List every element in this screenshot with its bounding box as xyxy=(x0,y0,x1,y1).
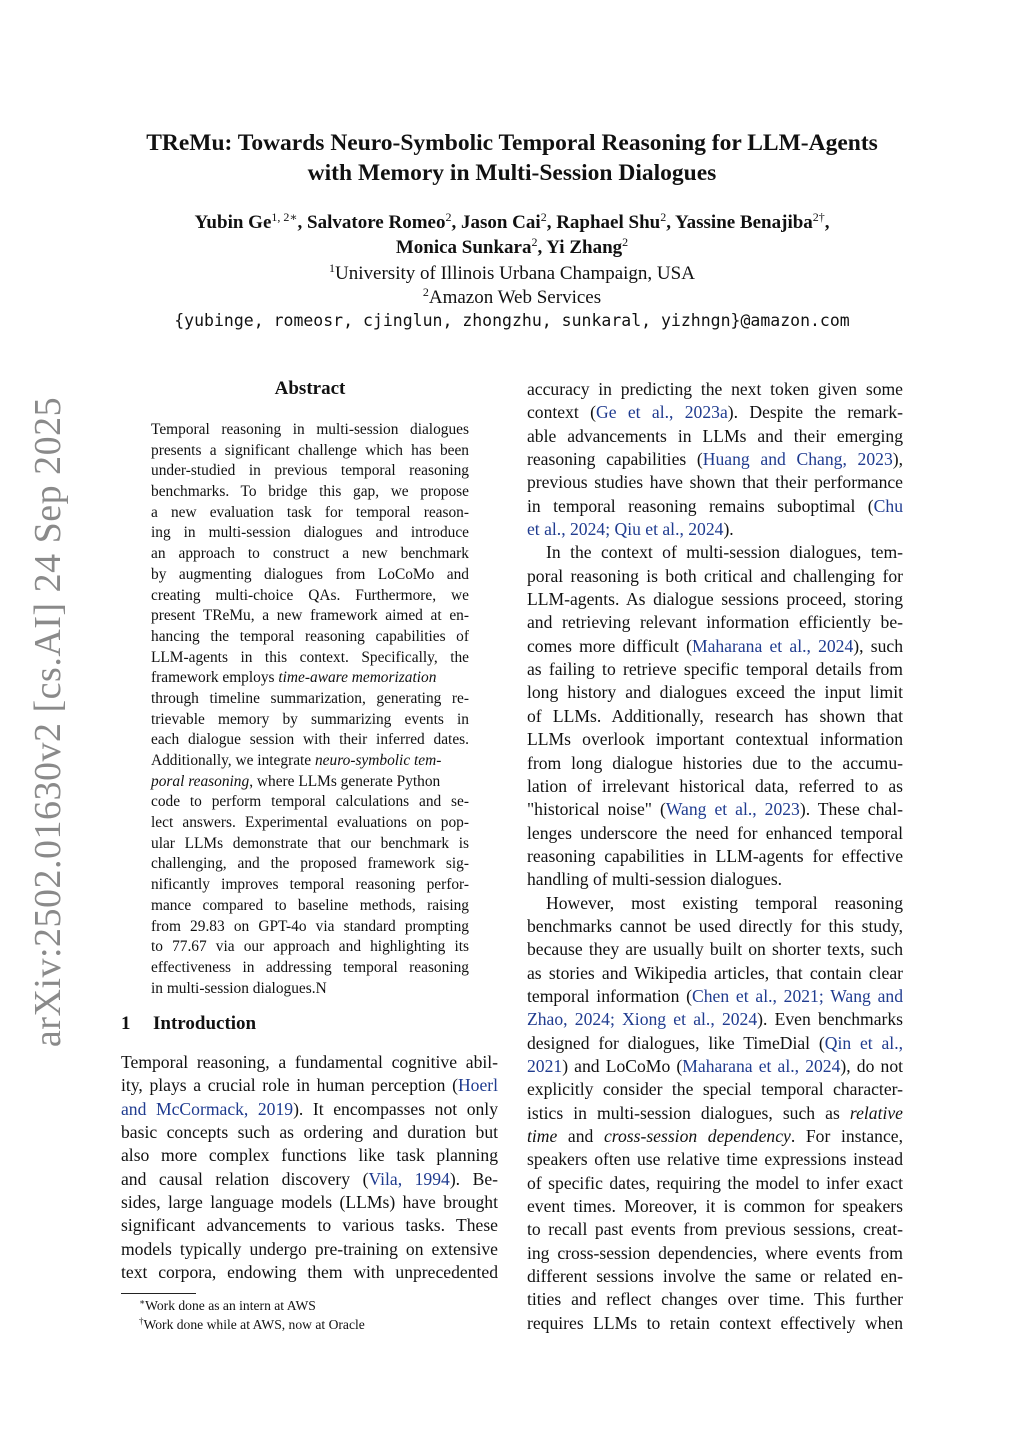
body-text: ), such xyxy=(853,635,903,656)
body-text: comes more difficult ( xyxy=(527,635,692,656)
body-text: "historical noise" ( xyxy=(527,799,666,820)
body-line: explicitly consider the special temporal character- xyxy=(527,1079,903,1100)
body-line: as failing to retrieve specific temporal details from xyxy=(527,659,903,680)
footnote-1 xyxy=(139,1296,499,1315)
author-affiliation-mark: 2 xyxy=(531,235,538,249)
abstract-line: from 29.83 on GPT-4o via standard prompting xyxy=(151,917,469,935)
body-line: handling of multi-session dialogues. xyxy=(527,869,783,890)
abstract-emphasis: poral reasoning xyxy=(151,772,250,790)
abstract-line: Temporal reasoning in multi-session dialogues xyxy=(151,421,469,438)
body-line: sides, large language models (LLMs) have brought xyxy=(121,1192,498,1213)
abstract-emphasis: neuro-symbolic tem- xyxy=(314,752,442,769)
footnote-text: Work done while at AWS, now at Oracle xyxy=(143,1317,365,1332)
author-name: Monica Sunkara xyxy=(395,237,532,258)
body-text: istics in multi-session dialogues, such as xyxy=(527,1102,850,1123)
affiliation-name: University of Illinois Urbana Champaign, USA xyxy=(335,263,695,284)
footnote-text: Work done as an intern at AWS xyxy=(145,1298,316,1313)
abstract-line: challenging, and the proposed framework sig- xyxy=(151,855,469,873)
body-line: long history and dialogues exceed the input limit xyxy=(527,682,903,703)
body-line: event times. Moreover, it is common for speakers xyxy=(527,1196,903,1217)
body-line xyxy=(527,518,903,541)
author-affiliation-mark: 2 xyxy=(660,210,667,224)
body-text: ) and LoCoMo ( xyxy=(562,1055,683,1076)
author-affiliation-mark: 2 xyxy=(622,235,629,249)
body-line xyxy=(527,798,903,821)
abstract-line: creating multi-choice QAs. Furthermore, we xyxy=(151,586,469,604)
body-text: ity, plays a crucial role in human perception ( xyxy=(121,1075,458,1096)
affiliations xyxy=(100,262,924,310)
author-name: , Jason Cai xyxy=(451,212,541,233)
body-text: ). Despite the remark- xyxy=(727,402,903,423)
body-line: significant advancements to various tasks. These xyxy=(121,1215,498,1236)
citation-link[interactable]: Qin et al., xyxy=(824,1032,903,1053)
abstract-line: trievable memory by summarizing events in xyxy=(151,710,469,728)
introduction-body-left xyxy=(121,1051,498,1284)
body-text: ). It encompasses not only xyxy=(293,1098,498,1119)
body-line: lation of irrelevant historical data, referred to as xyxy=(527,775,903,796)
footnote-2 xyxy=(139,1315,499,1334)
body-line xyxy=(527,1125,903,1148)
body-line: basic concepts such as ordering and duration but xyxy=(121,1122,498,1143)
citation-link[interactable]: Xiong et al., 2024 xyxy=(622,1009,758,1030)
abstract-line: LLM-agents in this context. Specifically, the xyxy=(151,648,469,666)
body-line: lenges underscore the need for enhanced temporal xyxy=(527,822,903,843)
citation-link[interactable]: Huang and Chang, 2023 xyxy=(702,449,893,470)
body-text: context ( xyxy=(527,402,596,423)
affiliation-name: Amazon Web Services xyxy=(428,287,602,308)
author-name: , Yassine Benajiba xyxy=(666,212,813,233)
body-line: as stories and Wikipedia articles, that contain clear xyxy=(527,962,903,983)
citation-link[interactable]: Wang and xyxy=(830,985,903,1006)
abstract-text: Additionally, we integrate xyxy=(151,752,315,769)
abstract-line: mance compared to baseline methods, raising xyxy=(151,896,469,914)
affiliation-2 xyxy=(100,286,924,310)
section-title: Introduction xyxy=(153,1013,257,1034)
citation-link[interactable]: Hoerl xyxy=(457,1075,498,1096)
body-line xyxy=(527,1055,903,1078)
body-line: of LLMs. Additionally, research has shown that xyxy=(527,705,903,726)
abstract-emphasis: time-aware memorization xyxy=(278,669,437,687)
body-line: speakers often use relative time expressions instead xyxy=(527,1149,903,1170)
body-line: tities and reflect changes over time. This further xyxy=(527,1289,903,1310)
section-heading-introduction xyxy=(121,1013,501,1035)
body-line: different sessions involve the same or related en- xyxy=(527,1266,903,1287)
body-text: ). xyxy=(723,519,734,540)
citation-link[interactable]: Vila, 1994 xyxy=(368,1168,450,1189)
author-affiliation-mark: 1, 2∗ xyxy=(271,210,298,224)
body-line xyxy=(527,448,903,471)
body-line: and retrieving relevant information efficiently be- xyxy=(527,612,903,633)
body-text: and xyxy=(557,1126,604,1146)
body-line: In the context of multi-session dialogues, tem- xyxy=(546,542,903,563)
body-line xyxy=(527,1102,903,1125)
author-list xyxy=(100,210,924,260)
body-line xyxy=(121,1098,498,1121)
body-line: reasoning capabilities in LLM-agents for effective xyxy=(527,845,903,866)
abstract-line: lect answers. Experimental evaluations on pop- xyxy=(151,814,469,832)
section-number: 1 xyxy=(121,1013,131,1034)
abstract-body xyxy=(151,420,469,999)
body-line: However, most existing temporal reasoning xyxy=(546,892,903,913)
body-line: also more complex functions like task planning xyxy=(121,1145,498,1166)
author-line-2 xyxy=(100,235,924,260)
title-line-1: TReMu: Towards Neuro-Symbolic Temporal Reasoning for LLM-Agents xyxy=(146,130,878,156)
body-emphasis: cross-session dependency xyxy=(603,1126,791,1146)
abstract-line: each dialogue session with their inferred dates. xyxy=(151,731,469,749)
body-text: designed for dialogues, like TimeDial ( xyxy=(527,1032,825,1053)
body-line xyxy=(121,1074,498,1097)
abstract-line: ing in multi-session dialogues and introduce xyxy=(151,524,469,542)
body-text: ). Be- xyxy=(449,1168,499,1189)
body-line: able advancements in LLMs and their emerging xyxy=(527,425,903,446)
arxiv-identifier-stamp: arXiv:2502.01630v2 [cs.AI] 24 Sep 2025 xyxy=(27,396,69,1048)
body-line: previous studies have shown that their performance xyxy=(527,472,903,493)
abstract-line: through timeline summarization, generating re- xyxy=(151,689,469,707)
abstract-line: benchmarks. To bridge this gap, we propose xyxy=(151,483,469,501)
abstract-text: framework employs xyxy=(151,669,279,687)
abstract-line: effectiveness in addressing temporal reasoning xyxy=(151,958,469,976)
title-line-2: with Memory in Multi-Session Dialogues xyxy=(307,160,717,186)
author-name: Yubin Ge xyxy=(194,212,272,233)
body-line xyxy=(527,635,903,658)
author-emails: {yubinge, romeosr, cjinglun, zhongzhu, sunkaral, yizhngn}@amazon.com xyxy=(174,311,850,330)
citation-link[interactable]: 2021 xyxy=(527,1055,563,1076)
citation-link[interactable]: Qiu et al., 2024 xyxy=(614,519,724,540)
abstract-line: under-studied in previous temporal reasoning xyxy=(151,462,469,480)
abstract-heading: Abstract xyxy=(274,378,346,399)
author-affiliation-mark: 2† xyxy=(812,210,825,224)
abstract-line: to 77.67 via our approach and highlighting its xyxy=(151,938,469,956)
abstract-line xyxy=(151,772,469,793)
author-separator: , xyxy=(824,212,830,233)
footnote-mark: † xyxy=(139,1316,144,1326)
citation-link[interactable]: Ge et al., 2023a xyxy=(596,402,728,423)
body-line: from long dialogue histories due to the accumu- xyxy=(527,752,903,773)
body-line: LLM-agents. As dialogue sessions proceed, storing xyxy=(527,589,903,610)
body-line xyxy=(527,401,903,424)
abstract-line: present TReMu, a new framework aimed at en- xyxy=(151,607,469,625)
author-name: , Raphael Shu xyxy=(546,212,661,233)
introduction-body-right xyxy=(527,378,903,1335)
body-text: and causal relation discovery ( xyxy=(121,1168,369,1189)
body-line: requires LLMs to retain context effectively when xyxy=(527,1312,903,1333)
body-text: ). These chal- xyxy=(799,799,903,820)
body-line: to recall past events from previous sessions, creat- xyxy=(527,1219,903,1240)
abstract-text: , where LLMs generate Python xyxy=(249,772,441,790)
body-line: Temporal reasoning, a fundamental cognitive abil- xyxy=(121,1052,498,1072)
citation-link[interactable]: et al., 2024 xyxy=(527,519,606,540)
body-line xyxy=(527,495,903,518)
author-name: , Salvatore Romeo xyxy=(297,212,446,233)
body-line: because they are usually built on shorter texts, such xyxy=(527,939,903,960)
citation-link[interactable]: Wang et al., 2023 xyxy=(665,799,800,820)
body-line xyxy=(527,1032,903,1055)
citation-link[interactable]: Chen et al., 2021 xyxy=(692,985,819,1006)
abstract-line: an approach to construct a new benchmark xyxy=(151,545,469,563)
affiliation-mark: 1 xyxy=(329,261,336,275)
author-affiliation-mark: 2 xyxy=(445,210,452,224)
footnotes xyxy=(139,1296,499,1334)
citation-link[interactable]: Chu xyxy=(873,495,903,516)
footnote-rule xyxy=(121,1293,196,1294)
author-line-1 xyxy=(100,210,924,235)
paper-title xyxy=(100,128,924,188)
body-line xyxy=(527,1008,903,1031)
citation-separator: ; xyxy=(818,985,831,1006)
body-line: accuracy in predicting the next token given some xyxy=(527,379,903,399)
author-name: , Yi Zhang xyxy=(537,237,623,258)
body-line: LLMs overlook important contextual information xyxy=(527,729,903,750)
citation-link[interactable]: and McCormack, 2019 xyxy=(121,1098,294,1119)
citation-separator: ; xyxy=(605,519,615,540)
body-emphasis: relative xyxy=(849,1102,903,1123)
abstract-line: hancing the temporal reasoning capabilities of xyxy=(151,627,469,645)
abstract-line: nificantly improves temporal reasoning perfor- xyxy=(151,876,469,894)
abstract-line: ular LLMs demonstrate that our benchmark is xyxy=(151,834,469,852)
body-line: benchmarks cannot be used directly for this study, xyxy=(527,915,903,936)
body-text: in temporal reasoning remains suboptimal ( xyxy=(527,495,874,516)
abstract-line xyxy=(151,668,469,689)
abstract-line: a new evaluation task for temporal reason- xyxy=(151,503,469,521)
body-text: ), xyxy=(892,449,904,470)
body-line: of specific dates, requiring the model to infer exact xyxy=(527,1172,903,1193)
body-line xyxy=(527,985,903,1008)
body-line: ing cross-session dependencies, where events from xyxy=(527,1242,903,1263)
body-text: ). Even benchmarks xyxy=(757,1009,904,1030)
author-affiliation-mark: 2 xyxy=(540,210,547,224)
body-line: models typically undergo pre-training on extensive xyxy=(121,1238,498,1259)
body-text: ), do not xyxy=(840,1055,904,1076)
abstract-line xyxy=(151,751,469,772)
abstract-line: in multi-session dialogues.N xyxy=(151,979,327,997)
affiliation-1 xyxy=(100,262,924,286)
citation-link[interactable]: Maharana et al., 2024 xyxy=(691,635,854,656)
abstract-line: presents a significant challenge which has been xyxy=(151,441,469,459)
body-line: poral reasoning is both critical and challenging for xyxy=(527,565,903,586)
body-line: text corpora, endowing them with unprecedented xyxy=(121,1262,498,1283)
body-text: temporal information ( xyxy=(527,985,693,1006)
body-line xyxy=(121,1168,498,1191)
body-text: . For instance, xyxy=(790,1126,903,1146)
footnote-mark: ∗ xyxy=(139,1297,146,1307)
citation-separator: ; xyxy=(609,1009,623,1030)
body-emphasis: time xyxy=(527,1126,558,1146)
body-text: reasoning capabilities ( xyxy=(527,449,703,470)
citation-link[interactable]: Zhao, 2024 xyxy=(527,1009,610,1030)
abstract-line: by augmenting dialogues from LoCoMo and xyxy=(151,565,469,583)
affiliation-mark: 2 xyxy=(422,285,429,299)
abstract-line: code to perform temporal calculations and se- xyxy=(151,793,469,811)
citation-link[interactable]: Maharana et al., 2024 xyxy=(682,1055,841,1076)
